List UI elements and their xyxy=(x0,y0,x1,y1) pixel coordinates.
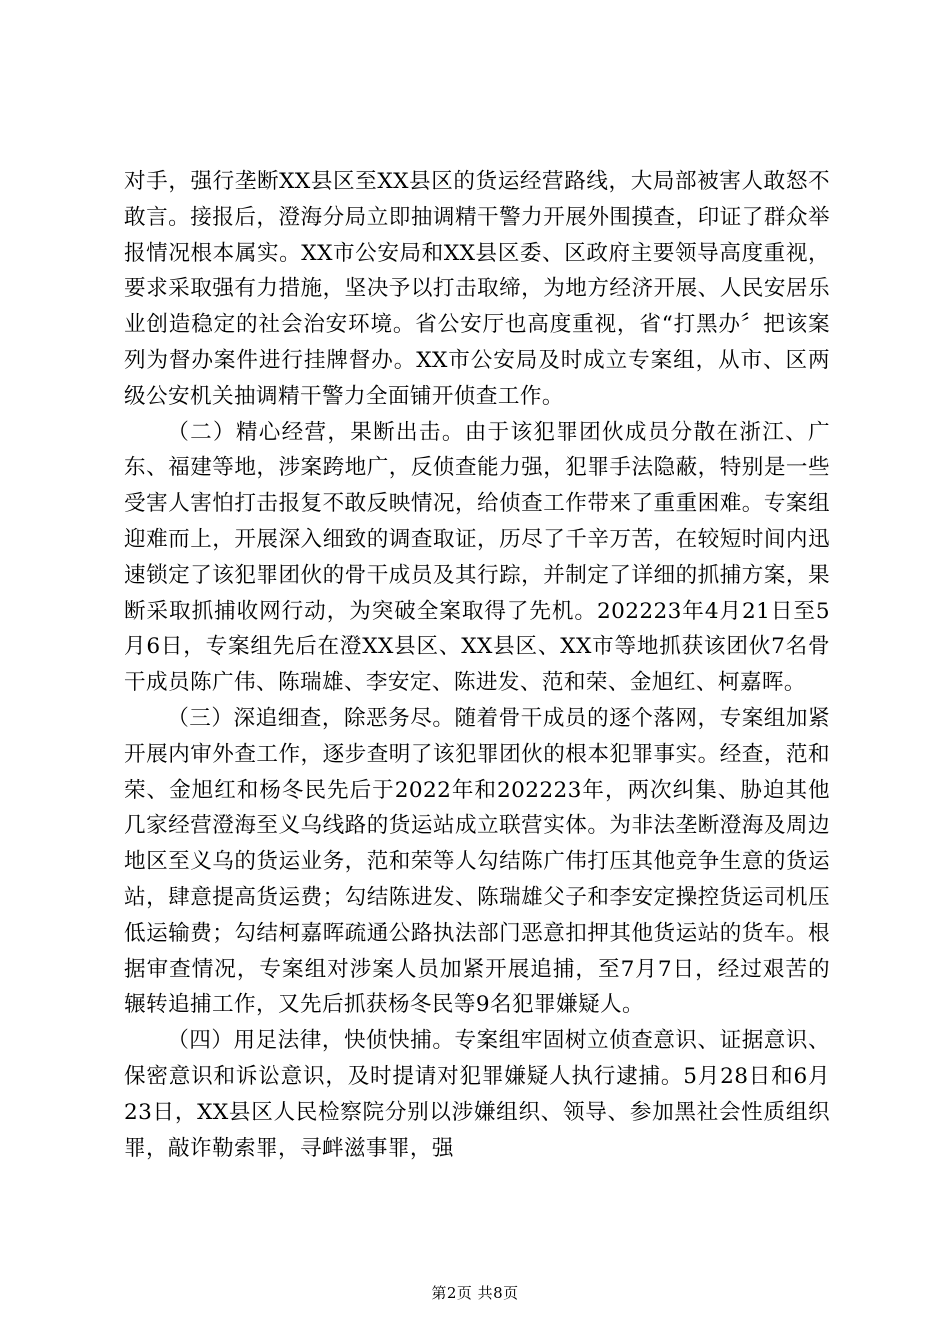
paragraph-section-3: （三）深追细查，除恶务尽。随着骨干成员的逐个落网，专案组加紧开展内审外查工作，逐步查明了该犯罪团伙的根本犯罪事实。经查，范和荣、金旭红和杨冬民先后于2022年和202223年，两次纠集、胁迫其他几家经营澄海至义乌线路的货运站成立联营实体。为非法垄断澄海及周边地区至义乌的货运业务，范和荣等人勾结陈广伟打压其他竞争生意的货运站，肆意提高货运费；勾结陈进发、陈瑞雄父子和李安定操控货运司机压低运输费；勾结柯嘉晖疏通公路执法部门恶意扣押其他货运站的货车。根据审查情况，专案组对涉案人员加紧开展追捕，至7月7日，经过艰苦的辗转追捕工作，又先后抓获杨冬民等9名犯罪嫌疑人。 xyxy=(124,705,830,1018)
page-number-footer: 第2页 共8页 xyxy=(431,1284,519,1302)
paragraph-section-4: （四）用足法律，快侦快捕。专案组牢固树立侦查意识、证据意识、保密意识和诉讼意识，及时提请对犯罪嫌疑人执行逮捕。5月28日和6月23日，XX县区人民检察院分别以涉嫌组织、领导、参加黑社会性质组织罪，敲诈勒索罪，寻衅滋事罪，强 xyxy=(124,1028,830,1161)
paragraph-continuation: 对手，强行垄断XX县区至XX县区的货运经营路线，大局部被害人敢怒不敢言。接报后，澄海分局立即抽调精干警力开展外围摸查，印证了群众举报情况根本属实。XX市公安局和XX县区委、区政府主要领导高度重视，要求采取强有力措施，坚决予以打击取缔，为地方经济开展、人民安居乐业创造稳定的社会治安环境。省公安厅也高度重视，省“打黑办〞把该案列为督办案件进行挂牌督办。XX市公安局及时成立专案组，从市、区两级公安机关抽调精干警力全面铺开侦查工作。 xyxy=(124,169,830,409)
paragraph-section-2: （二）精心经营，果断出击。由于该犯罪团伙成员分散在浙江、广东、福建等地，涉案跨地广，反侦查能力强，犯罪手法隐蔽，特别是一些受害人害怕打击报复不敢反映情况，给侦查工作带来了重重困难。专案组迎难而上，开展深入细致的调查取证，历尽了千辛万苦，在较短时间内迅速锁定了该犯罪团伙的骨干成员及其行踪，并制定了详细的抓捕方案，果断采取抓捕收网行动，为突破全案取得了先机。202223年4月21日至5月6日，专案组先后在澄XX县区、XX县区、XX市等地抓获该团伙7名骨干成员陈广伟、陈瑞雄、李安定、陈进发、范和荣、金旭红、柯嘉晖。 xyxy=(124,419,830,696)
document-body xyxy=(124,164,830,1166)
